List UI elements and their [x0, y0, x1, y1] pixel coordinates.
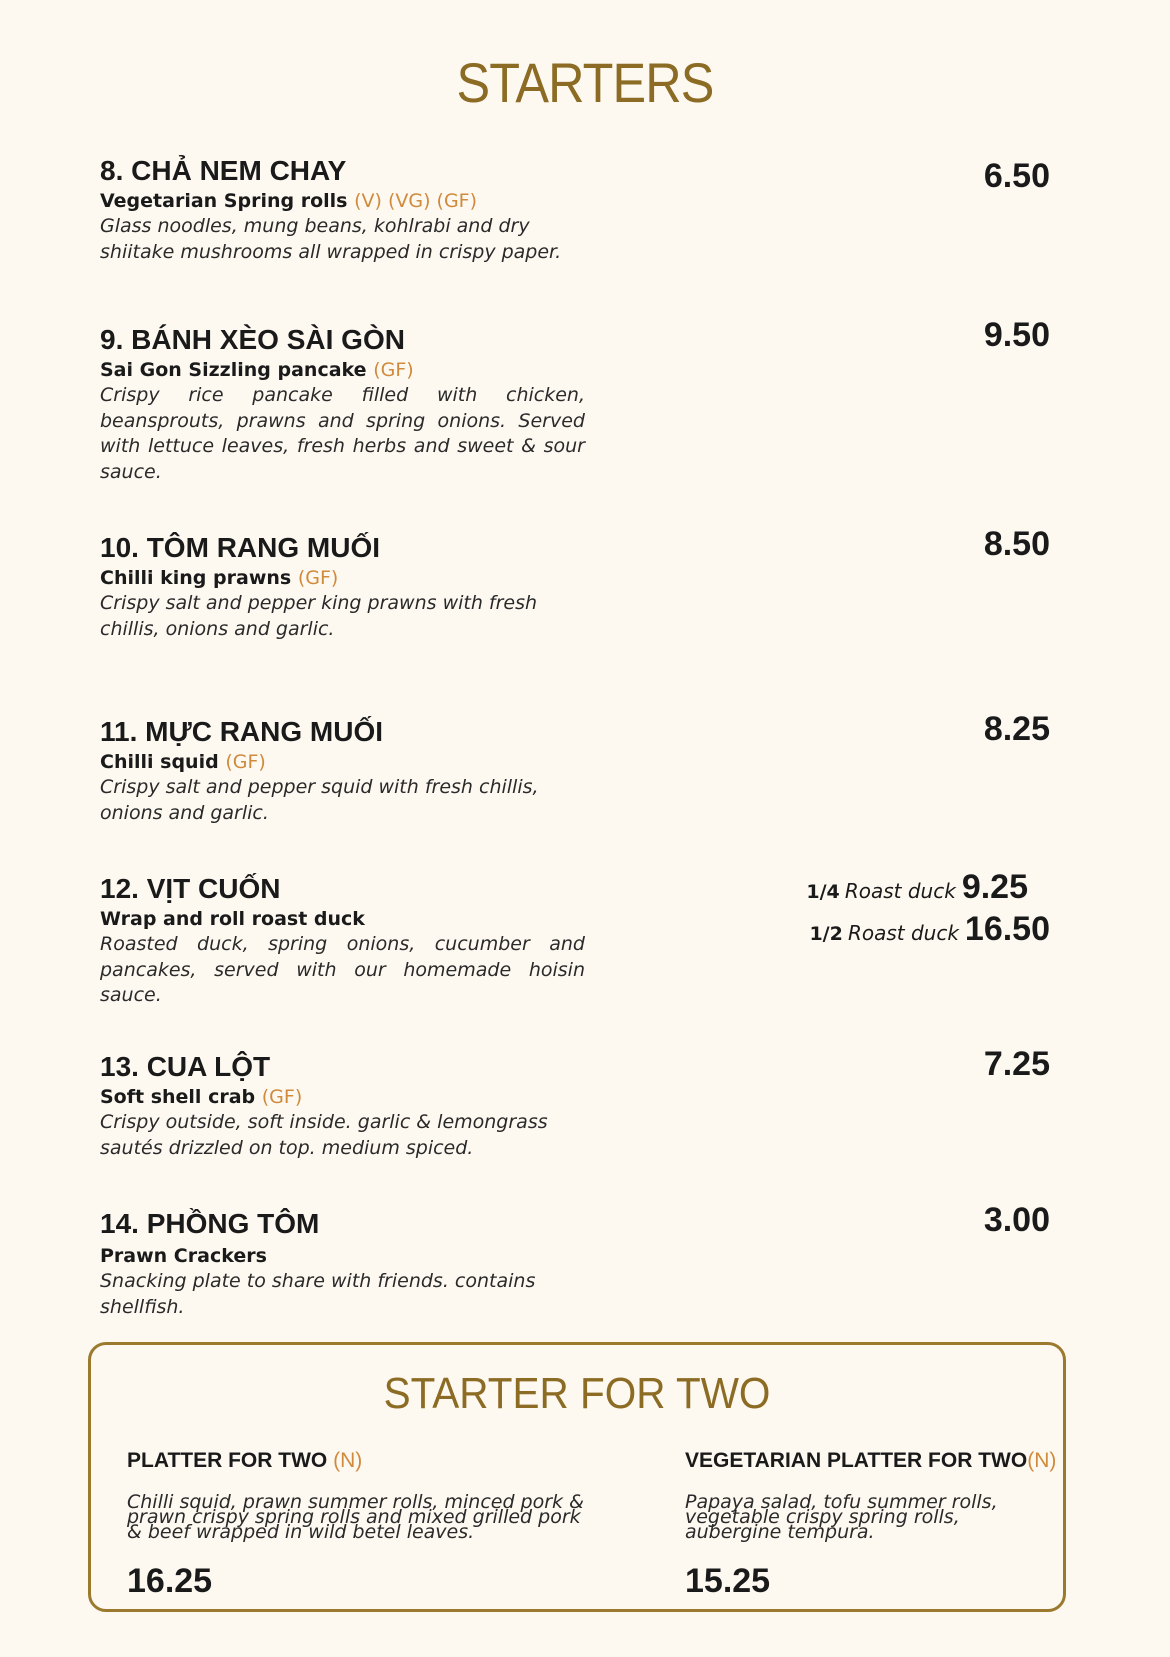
portion-price: 9.25	[961, 868, 1028, 906]
portion-size: 1/4	[806, 881, 840, 903]
dietary-tags: (N)	[1027, 1449, 1057, 1472]
item-description: Crispy salt and pepper king prawns with fresh chillis, onions and garlic.	[100, 592, 538, 640]
item-description: Crispy outside, soft inside. garlic & lemongrass sautés drizzled on top. medium spiced.	[100, 1111, 548, 1159]
menu-item	[100, 1051, 1100, 1161]
dietary-tags: (GF)	[261, 1086, 303, 1108]
item-name: 12. VỊT CUỐN	[100, 873, 281, 904]
item-price: 8.25	[983, 710, 1050, 748]
dietary-tags: (GF)	[297, 567, 339, 589]
item-description: Snacking plate to share with friends. contains shellfish.	[100, 1270, 536, 1318]
item-name: 8. CHẢ NEM CHAY	[100, 155, 347, 186]
portion-label: Roast duck	[844, 879, 956, 903]
item-price: 7.25	[983, 1045, 1050, 1083]
platter-price: 15.25	[685, 1562, 771, 1600]
item-subtitle-text: Chilli squid	[100, 751, 219, 773]
item-name: 10. TÔM RANG MUỐI	[100, 532, 381, 563]
item-subtitle	[100, 750, 1100, 775]
portion-size: 1/2	[809, 923, 843, 945]
platter-price: 16.25	[127, 1562, 213, 1600]
dietary-tags: (GF)	[373, 359, 414, 381]
platter-item	[127, 1449, 597, 1601]
item-description: Crispy salt and pepper squid with fresh chillis, onions and garlic.	[100, 776, 539, 824]
item-subtitle-text: Chilli king prawns	[100, 567, 292, 589]
item-name: 9. BÁNH XÈO SÀI GÒN	[100, 324, 405, 355]
price-option-half	[809, 910, 1050, 949]
item-description: Glass noodles, mung beans, kohlrabi and dry shiitake mushrooms all wrapped in crispy paper.	[100, 215, 562, 263]
item-name: 11. MỰC RANG MUỐI	[100, 716, 384, 747]
menu-item	[100, 324, 1100, 485]
page-title: STARTERS	[456, 51, 714, 114]
menu-item	[100, 716, 1100, 826]
item-subtitle	[100, 1085, 1100, 1110]
dietary-tags: (V) (VG) (GF)	[354, 190, 478, 212]
price-option-quarter	[806, 868, 1028, 907]
portion-price: 16.50	[964, 910, 1050, 948]
item-subtitle	[100, 189, 1100, 214]
dietary-tags: (GF)	[225, 751, 266, 773]
menu-item	[100, 155, 1100, 265]
item-subtitle	[100, 1244, 1100, 1269]
platter-description: Papaya salad, tofu summer rolls, vegetable crispy spring rolls, aubergine tempura.	[685, 1491, 998, 1543]
item-subtitle-text: Soft shell crab	[100, 1086, 256, 1108]
item-price: 9.50	[983, 316, 1050, 354]
menu-item	[100, 532, 1100, 642]
section-title: STARTER FOR TWO	[383, 1369, 771, 1418]
item-description: Crispy rice pancake filled with chicken, beansprouts, prawns and spring onions. Served with lettuce leaves, fresh herbs and sweet & sour sauce.	[100, 384, 585, 483]
dietary-tags: (N)	[333, 1449, 363, 1472]
item-name: 13. CUA LỘT	[100, 1051, 271, 1082]
item-name: 14. PHỒNG TÔM	[100, 1208, 320, 1239]
starter-for-two-box	[88, 1342, 1066, 1612]
portion-label: Roast duck	[847, 921, 959, 945]
item-subtitle-text: Wrap and roll roast duck	[100, 908, 365, 930]
item-subtitle-text: Sai Gon Sizzling pancake	[100, 359, 367, 381]
item-subtitle	[100, 566, 1100, 591]
item-price: 6.50	[983, 157, 1050, 195]
item-price: 3.00	[983, 1201, 1050, 1239]
item-subtitle-text: Prawn Crackers	[100, 1245, 267, 1267]
platter-description: Chilli squid, prawn summer rolls, minced pork & prawn crispy spring rolls and mixed grilled pork & beef wrapped in wild betel leaves.	[127, 1491, 584, 1543]
item-subtitle	[100, 358, 1100, 383]
menu-item	[100, 1208, 1100, 1320]
platter-name	[127, 1449, 597, 1473]
item-description: Roasted duck, spring onions, cucumber and pancakes, served with our homemade hoisin sauce.	[100, 933, 585, 1006]
item-subtitle-text: Vegetarian Spring rolls	[100, 190, 348, 212]
platter-item	[685, 1449, 1057, 1601]
platter-name	[685, 1449, 1057, 1473]
platter-name-text: PLATTER FOR TWO	[127, 1449, 328, 1472]
item-price: 8.50	[983, 525, 1050, 563]
platter-name-text: VEGETARIAN PLATTER FOR TWO	[685, 1449, 1028, 1472]
